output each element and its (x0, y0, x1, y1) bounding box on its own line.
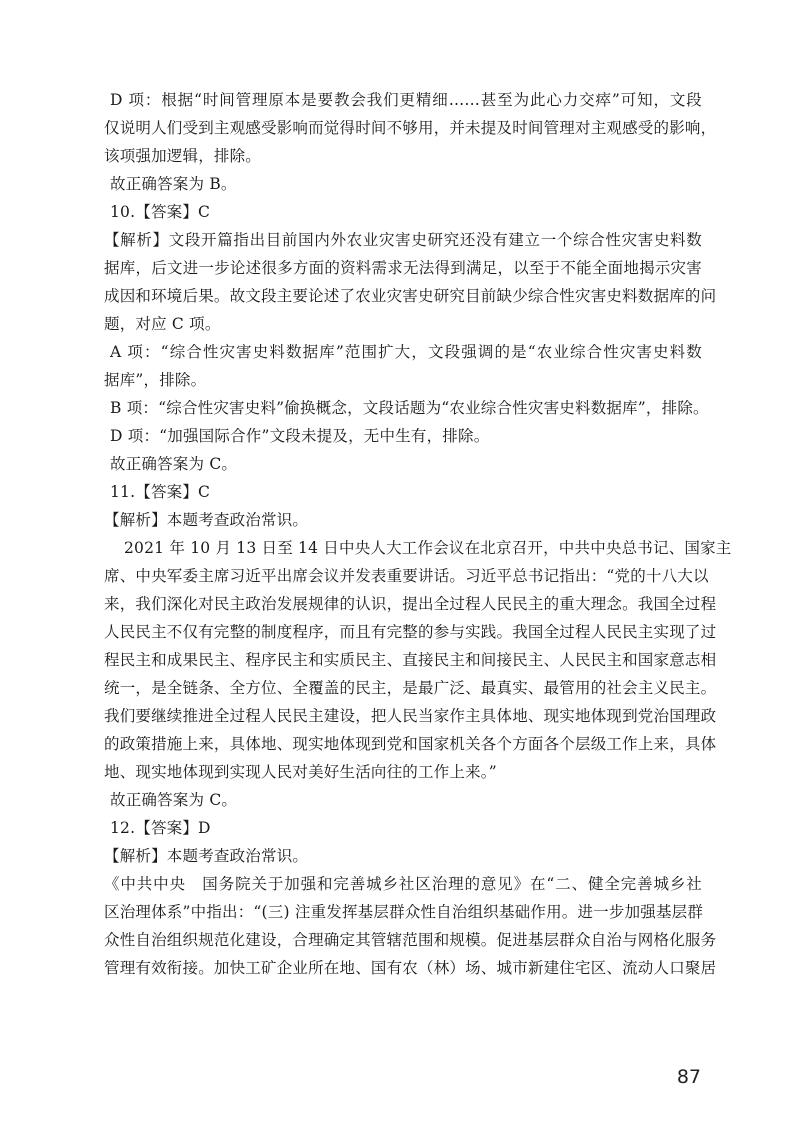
text-line: 【解析】文段开篇指出目前国内外农业灾害史研究还没有建立一个综合性灾害史料数 (104, 231, 702, 249)
text-line: 成因和环境后果。故文段主要论述了农业灾害史研究目前缺少综合性灾害史料数据库的问 (104, 287, 717, 305)
text-line: 来，我们深化对民主政治发展规律的认识，提出全过程人民民主的重大理念。我国全过程 (104, 595, 717, 613)
text-line: B 项：“综合性灾害史料”偷换概念，文段话题为“农业综合性灾害史料数据库”，排除。 (110, 399, 709, 417)
text-line: 2021 年 10 月 13 日至 14 日中央人大工作会议在北京召开，中共中央总书记、国家主 (124, 539, 732, 557)
text-line: 12.【答案】D (110, 819, 211, 837)
text-line: 仅说明人们受到主观感受影响而觉得时间不够用，并未提及时间管理对主观感受的影响， (104, 119, 717, 137)
text-line: 故正确答案为 C。 (110, 455, 238, 473)
text-line: D 项：根据“时间管理原本是要教会我们更精细……甚至为此心力交瘁”可知，文段 (110, 91, 702, 109)
text-line: 程民主和成果民主、程序民主和实质民主、直接民主和间接民主、人民民主和国家意志相 (104, 651, 717, 669)
text-line: 管理有效衔接。加快工矿企业所在地、国有农（林）场、城市新建住宅区、流动人口聚居 (104, 959, 717, 977)
text-line: 11.【答案】C (110, 483, 211, 501)
text-line: 的政策措施上来，具体地、现实地体现到党和国家机关各个方面各个层级工作上来，具体 (104, 735, 717, 753)
document-body (104, 86, 732, 982)
text-line: 题，对应 C 项。 (104, 315, 221, 333)
text-line: 【解析】本题考查政治常识。 (104, 511, 309, 529)
page-number: 87 (676, 1066, 701, 1088)
text-line: 统一，是全链条、全方位、全覆盖的民主，是最广泛、最真实、最管用的社会主义民主。 (104, 679, 717, 697)
text-line: 故正确答案为 C。 (110, 791, 238, 809)
text-line: 该项强加逻辑，排除。 (104, 147, 262, 165)
text-line: 众性自治组织规范化建设，合理确定其管辖范围和规模。促进基层群众自治与网格化服务 (104, 931, 717, 949)
text-line: 故正确答案为 B。 (110, 175, 237, 193)
text-line: 区治理体系”中指出：“(三) 注重发挥基层群众性自治组织基础作用。进一步加强基层群 (104, 903, 704, 921)
text-line: 10.【答案】C (110, 203, 211, 221)
text-line: 我们要继续推进全过程人民民主建设，把人民当家作主具体地、现实地体现到党治国理政 (104, 707, 717, 725)
text-line: 据库”，排除。 (104, 371, 207, 389)
text-line: 据库，后文进一步论述很多方面的资料需求无法得到满足，以至于不能全面地揭示灾害 (104, 259, 702, 277)
text-line: 地、现实地体现到实现人民对美好生活向往的工作上来。” (104, 763, 497, 781)
text-line: D 项：“加强国际合作”文段未提及，无中生有，排除。 (110, 427, 490, 445)
text-line: 《中共中央 国务院关于加强和完善城乡社区治理的意见》在“二、健全完善城乡社 (104, 875, 702, 893)
text-line: A 项：“综合性灾害史料数据库”范围扩大，文段强调的是“农业综合性灾害史料数 (110, 343, 702, 361)
text-line: 席、中央军委主席习近平出席会议并发表重要讲话。习近平总书记指出：“党的十八大以 (104, 567, 709, 585)
text-line: 人民民主不仅有完整的制度程序，而且有完整的参与实践。我国全过程人民民主实现了过 (104, 623, 717, 641)
text-line: 【解析】本题考查政治常识。 (104, 847, 309, 865)
